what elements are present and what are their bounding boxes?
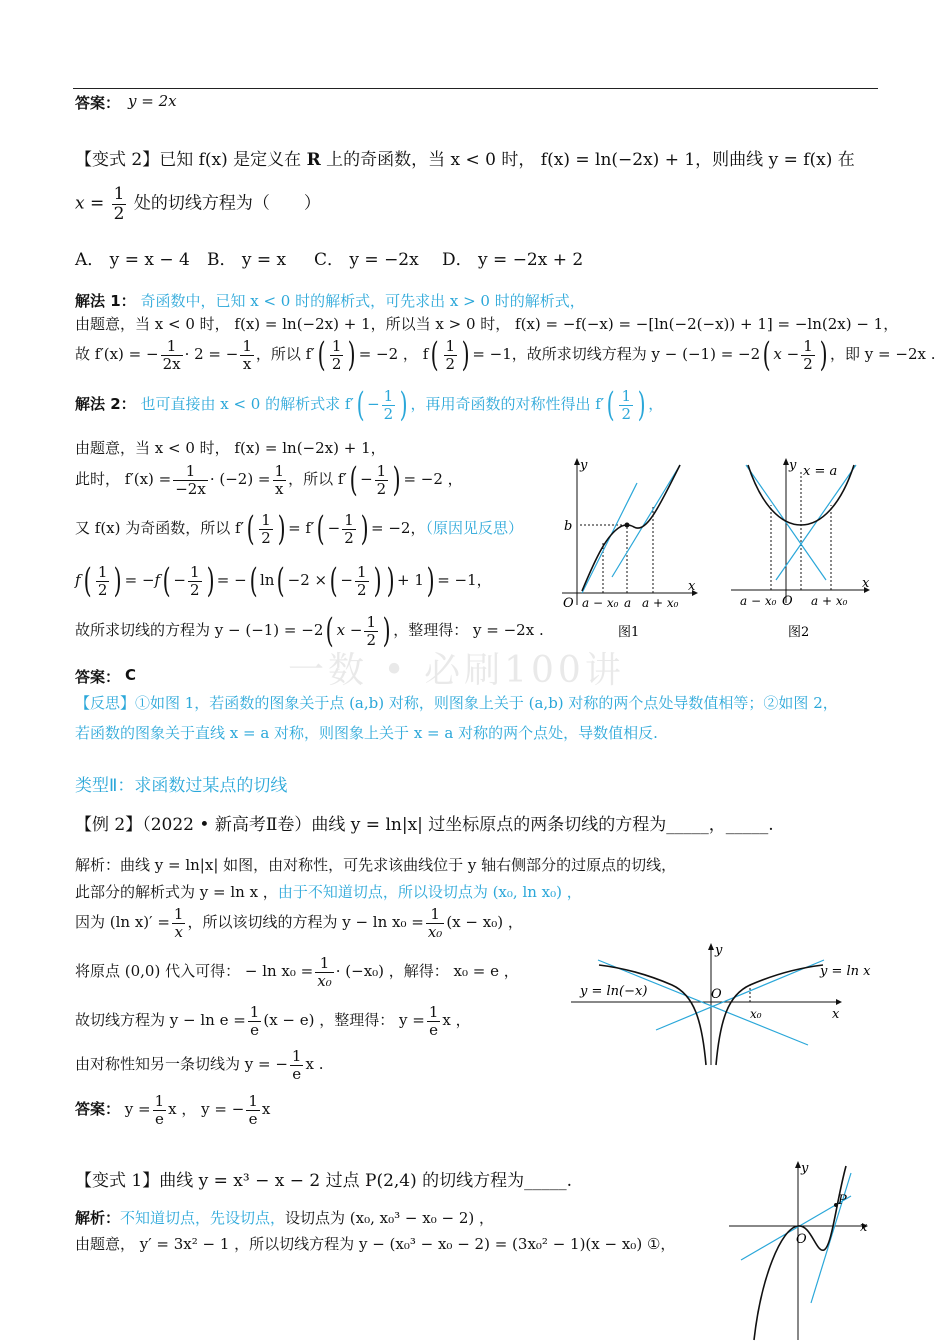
solution2-l6a: 由对称性知另一条切线为 y = − (75, 1055, 288, 1073)
fig1-y-label: y (580, 458, 588, 473)
variant1-sol-a: 设切点为 (x₀, x₀³ − x₀ − 2) ， (285, 1209, 494, 1227)
watermark: 一数 • 必刷100讲 (288, 650, 625, 691)
method1-half1-num: 1 (331, 337, 342, 355)
method2-h4-den: 2 (97, 580, 108, 599)
method2-h6-den: 2 (356, 580, 367, 599)
solution2-answer-c: x (261, 1100, 271, 1118)
solution2-line2 (75, 881, 582, 902)
fig4-P-label: P (838, 1193, 847, 1208)
reflection-line2: 若函数的图象关于直线 x = a 对称，则图象上关于 x = a 对称的两个点处，导数值相反. (75, 724, 658, 742)
fig1-tick3: a + x₀ (642, 596, 679, 610)
method2-l2d: = −2 ， (403, 470, 463, 488)
variant2-stem (75, 145, 855, 170)
fig1-center-point (625, 523, 630, 528)
solution2-answer-a: y = (124, 1100, 151, 1118)
header-rule (73, 88, 878, 89)
method2-h2-num: 1 (261, 511, 271, 529)
method2-h6-num: 1 (356, 563, 367, 581)
method1-frac1-num: 1 (161, 338, 183, 356)
fig3-x0-label: x₀ (750, 1007, 762, 1021)
method2-h3-num: 1 (344, 511, 354, 529)
variant1-sol-label: 解析： (75, 1209, 121, 1227)
method2-h1-num: 1 (376, 462, 387, 480)
fig1-tick1: a − x₀ (582, 596, 619, 610)
variant1-text: 曲线 y = x³ − x − 2 过点 P(2,4) 的切线方程为_____. (159, 1171, 573, 1191)
method2-h7-num: 1 (366, 613, 376, 631)
solution2-l4b: · (−x₀) ，解得： x₀ = e ， (335, 962, 519, 980)
variant1-sol-line2: 由题意， y′ = 3x² − 1 ，所以切线方程为 y − (x₀³ − x₀ − 2) = (3x₀² − 1)(x − x₀) ①， (75, 1235, 676, 1253)
fig2-caption: 图2 (788, 625, 810, 640)
method2-frac1-num: 1 (173, 463, 208, 481)
method2-l5b: ，整理得： y = −2x . (393, 621, 544, 639)
method2-line1: 由题意，当 x < 0 时， f(x) = ln(−2x) + 1， (75, 439, 386, 457)
method2-h1-den: 2 (376, 479, 387, 498)
method2-l3-hint: （原因见反思） (425, 519, 523, 537)
figure-4 (726, 1158, 876, 1342)
method2-h5-den: 2 (189, 580, 200, 599)
method1-frac1-den: 2x (162, 354, 181, 373)
method2-l3a: 又 f(x) 为奇函数，所以 f′ (75, 519, 244, 537)
variant2-x-eq: x = (75, 193, 105, 214)
method1-line2: 故 f′(x) = − $\frac{1}{2x}$ · 2 = − $\frac{1}{x}$ ，所以 f′( $\frac{1}{2}$ ) = −2 ， f( $\frac{1}{2}$ ) = −1，故所求切线方程为 y − (−1) = −2( x − $\frac{1}{2}$ ) ，即 y = −2x . (75, 335, 936, 375)
fig2-origin-label: O (782, 594, 793, 609)
fig3-tangent-right (656, 960, 824, 1030)
variant2-frac-den: 2 (113, 203, 125, 224)
method2-frac2-num: 1 (274, 462, 285, 480)
method2-l2a: 此时， f′(x) = (75, 470, 172, 488)
fig3-curve-left (599, 965, 706, 1065)
method1-half1-den: 2 (331, 354, 342, 373)
solution2-l5b: (x − e) ，整理得： y = (263, 1011, 425, 1029)
method2-l4: = −1， (437, 571, 492, 589)
solution2-line4: 将原点 (0,0) 代入可得： − ln x₀ = $\frac{1}{\text{x₀}}$ · (−x₀) ，解得： x₀ = e ， (75, 954, 519, 990)
method1-half3-den: 2 (803, 354, 813, 373)
solution2-l2-hint: 由于不知道切点，所以设切点为 (x₀, ln x₀) ， (277, 883, 582, 901)
fig3-left-label: y = ln(−x) (580, 984, 648, 999)
fig3-right-label: y = ln x (820, 964, 871, 979)
method2-hint2-den: 2 (621, 404, 632, 423)
variant2-stem-R: R (306, 150, 321, 170)
example2-source: （2022 • 新高考Ⅱ卷） (142, 815, 312, 835)
method2-h2-den: 2 (261, 528, 271, 547)
fig2-tick2: a + x₀ (811, 594, 848, 608)
method2-h3-den: 2 (344, 528, 354, 547)
fig1-x-label: x (688, 579, 696, 594)
method2-line5: 故所求切线的方程为 y − (−1) = −2( x − $\frac{1}{2}$ ) ，整理得： y = −2x . (75, 611, 544, 651)
option-c: C． y = −2x (314, 250, 419, 270)
method2-hint2-num: 1 (621, 387, 632, 405)
solution2-line6: 由对称性知另一条切线为 y = − $\frac{1}{e}$ x . (75, 1047, 324, 1083)
answer-value: y = 2x (128, 92, 177, 110)
fig1-origin-label: O (563, 596, 574, 611)
fig1-tangent-right (612, 465, 680, 577)
fig1-tick2: a (624, 596, 632, 610)
solution2-l4a: 将原点 (0,0) 代入可得： − ln x₀ = (75, 962, 314, 980)
variant1-stem (75, 1166, 572, 1191)
method1-half2-den: 2 (445, 354, 456, 373)
answer2-label: 答案： (75, 668, 121, 686)
fig3-y-label: y (715, 943, 723, 958)
fig2-y-label: y (789, 458, 797, 473)
fig1-curve (582, 465, 680, 591)
method2-frac2-den: x (275, 479, 284, 498)
solution2-line5: 故切线方程为 y − ln e = $\frac{1}{e}$ (x − e) ，整理得： y = $\frac{1}{e}$ x ， (75, 1003, 471, 1039)
method1-l2d: = −2 ， f (358, 345, 429, 363)
method2-frac1-den: −2x (175, 479, 206, 498)
figure-2 (726, 455, 876, 645)
variant2-stem-a: 已知 f(x) 是定义在 (159, 150, 302, 170)
example2-tag: 【例 2】 (75, 815, 143, 835)
method2-line3: 又 f(x) 为奇函数，所以 f′( $\frac{1}{2}$ ) = f′( − $\frac{1}{2}$ ) = −2，（原因见反思） (75, 509, 523, 549)
variant2-frac-num: 1 (113, 184, 125, 204)
option-a: A． y = x − 4 (75, 250, 190, 270)
variant1-sol-hint: 不知道切点，先设切点， (120, 1209, 286, 1227)
method2-l5a: 故所求切线的方程为 y − (−1) = −2 (75, 621, 324, 639)
method2-h7-den: 2 (366, 630, 376, 649)
method1-half2-num: 1 (445, 337, 456, 355)
method1-line1: 由题意，当 x < 0 时， f(x) = ln(−2x) + 1，所以当 x > 0 时， f(x) = −f(−x) = −[ln(−2(−x)) + 1] = −ln(2x) − 1， (75, 315, 899, 333)
method1-frac2-den: x (242, 354, 252, 373)
variant2-stem-b: 上的奇函数，当 x < 0 时， f(x) = ln(−2x) + 1，则曲线 y = f(x) 在 (326, 150, 855, 170)
fig4-x-label: x (860, 1220, 868, 1235)
fig3-x-label: x (832, 1007, 840, 1022)
solution2-line3: 因为 (ln x)′ = $\frac{1}{x}$ ，所以该切线的方程为 y − ln x₀ = $\frac{1}{\text{x₀}}$ (x − x₀) ， (75, 905, 523, 941)
fig3-x-arrow (836, 999, 842, 1005)
method2-h4-num: 1 (97, 563, 108, 581)
example2-text: 曲线 y = ln|x| 过坐标原点的两条切线的方程为_____，_____. (311, 815, 774, 835)
fig3-origin-label: O (711, 987, 722, 1002)
variant1-tag: 【变式 1】 (75, 1171, 160, 1191)
method1-l2a: 故 f′(x) = − (75, 345, 159, 363)
method2-hint: 也可直接由 x < 0 的解析式求 f′ (140, 395, 354, 413)
fig4-y-label: y (801, 1161, 809, 1176)
method2-l3c: = −2， (371, 519, 426, 537)
solution2-line1: 解析：曲线 y = ln|x| 如图，由对称性，可先求该曲线位于 y 轴右侧部分的过原点的切线， (75, 856, 677, 874)
method2-line4: f( $\frac{1}{2}$ ) = −f( − $\frac{1}{2}$ ) = −( ln( −2 ×( − $\frac{1}{2}$ ) ) + 1) = −1， (75, 561, 492, 601)
method1-l2b: · 2 = − (184, 345, 239, 363)
fig2-sym-label: x = a (803, 464, 838, 479)
option-d: D． y = −2x + 2 (442, 250, 584, 270)
solution2-l3a: 因为 (ln x)′ = (75, 913, 170, 931)
solution2-l5a: 故切线方程为 y − ln e = (75, 1011, 246, 1029)
solution2-l3c: (x − x₀) ， (446, 913, 523, 931)
method1-hint: 奇函数中，已知 x < 0 时的解析式，可先求出 x > 0 时的解析式， (140, 292, 585, 310)
method2-hint-line: 解法 2： 也可直接由 x < 0 的解析式求 f′( − $\frac{1}{2}$ ) ，再用奇函数的对称性得出 f′( $\frac{1}{2}$ ) ， (75, 385, 664, 425)
method1-l2e: = −1，故所求切线方程为 y − (−1) = −2 (472, 345, 761, 363)
solution2-l2a: 此部分的解析式为 y = ln x ， (75, 883, 278, 901)
method2-hint2: ，再用奇函数的对称性得出 f′ (410, 395, 605, 413)
method2-l2c: ，所以 f′ (288, 470, 347, 488)
answer2-value: C (125, 666, 137, 684)
fig3-y-arrow (708, 943, 714, 950)
method1-title: 解法 1： (75, 292, 136, 310)
solution2-answer-b: x ， y = − (168, 1100, 245, 1118)
method1-l2f: ，即 y = −2x . (830, 345, 936, 363)
method1-half3-num: 1 (803, 337, 813, 355)
variant2-line2 (75, 185, 321, 223)
reflection-line1: 【反思】①如图 1，若函数的图象关于点 (a,b) 对称，则图象上关于 (a,b) 对称的两个点处导数值相等；②如图 2， (75, 694, 838, 712)
fig4-origin-label: O (796, 1232, 807, 1247)
fig1-b-label: b (564, 519, 573, 534)
option-b: B． y = x (207, 250, 287, 270)
method2-l3b: = f′ (288, 519, 315, 537)
variant2-line2-post: 处的切线方程为（ ） (133, 193, 321, 214)
method1-frac2-num: 1 (242, 337, 252, 355)
method1-hint-line (75, 290, 585, 311)
fig4-curve (754, 1166, 846, 1340)
variant2-tag: 【变式 2】 (75, 150, 160, 170)
example2-stem (75, 810, 774, 835)
solution2-l6b: x . (305, 1055, 324, 1073)
method2-h5-num: 1 (189, 563, 200, 581)
method2-title: 解法 2： (75, 395, 136, 413)
figure-1 (552, 455, 702, 645)
solution2-answer-label: 答案： (75, 1100, 121, 1118)
method2-l2b: · (−2) = (209, 470, 271, 488)
method2-hint-den: 2 (383, 404, 394, 423)
method1-l2c: ，所以 f′ (255, 345, 315, 363)
method2-hint-num: 1 (383, 387, 394, 405)
variant1-sol-line1 (75, 1207, 494, 1228)
fig2-x-label: x (862, 576, 870, 591)
solution2-l5c: x ， (442, 1011, 471, 1029)
type2-title: 类型Ⅱ：求函数过某点的切线 (75, 776, 288, 796)
fig2-tick1: a − x₀ (740, 594, 777, 608)
answer-label: 答案： (75, 94, 121, 112)
figure-3 (568, 940, 878, 1070)
solution2-l3b: ，所以该切线的方程为 y − ln x₀ = (187, 913, 424, 931)
method2-line2: 此时， f′(x) = $\frac{1}{-2x}$ · (−2) = $\frac{1}{x}$ ，所以 f′( − $\frac{1}{2}$ ) = −2 ， (75, 460, 463, 500)
fig3-curve-right (716, 965, 823, 1065)
solution2-answer: 答案： y = $\frac{1}{e}$ x ， y = − $\frac{1}{e}$ x (75, 1092, 271, 1128)
fig1-caption: 图1 (618, 625, 640, 640)
